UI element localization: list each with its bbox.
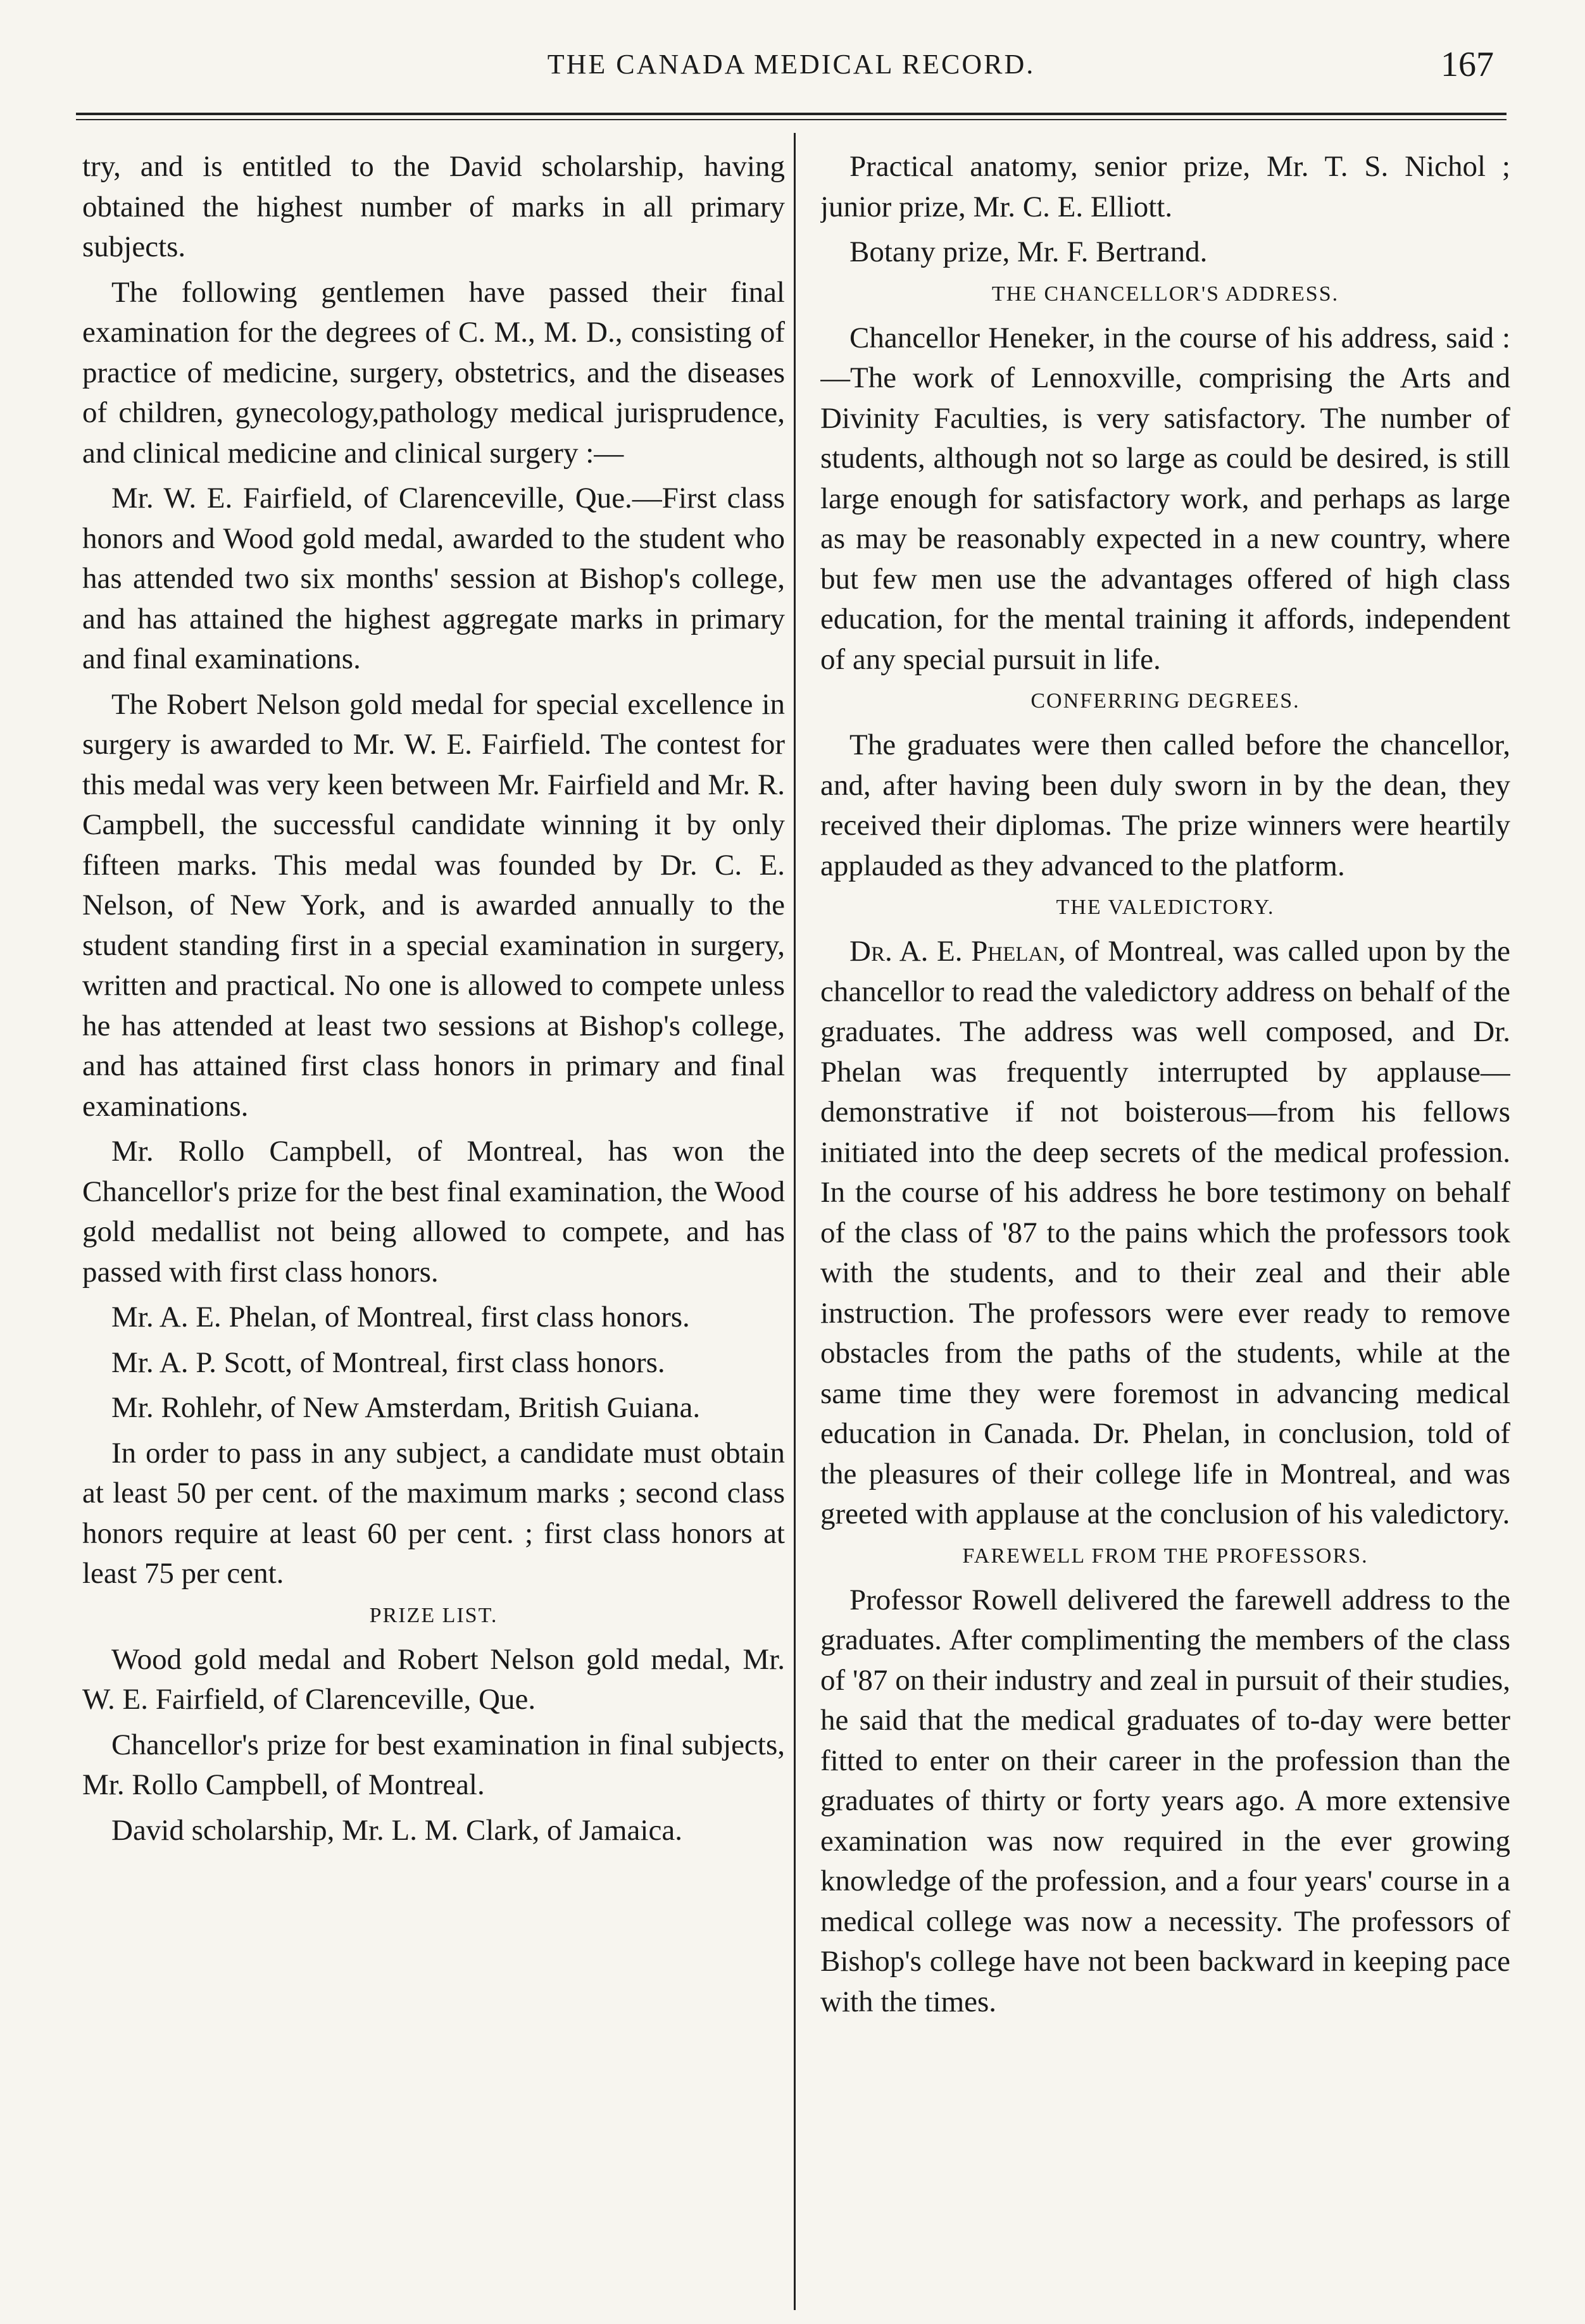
page-header [76, 44, 1507, 95]
paragraph: Mr. A. P. Scott, of Montreal, first class honors. [111, 1346, 665, 1379]
paragraph: In order to pass in any subject, a candidate must obtain at least 50 per cent. of the maximum marks ; second class honors require at least 60 per cent. ; first class honors at least 75 per cent. [82, 1436, 785, 1590]
speaker-name: Dr. A. E. Phelan, [849, 935, 1066, 968]
paragraph: Wood gold medal and Robert Nelson gold medal, Mr. W. E. Fairfield, of Clarenceville, Que. [82, 1642, 785, 1716]
paragraph: Mr. A. E. Phelan, of Montreal, first class honors. [111, 1301, 690, 1334]
paragraph: The following gentlemen have passed their final examination for the degrees of C. M., M. D., consisting of practice of medicine, surgery, obstetrics, and the diseases of children, gynecology,pathology medical jurisprudence, and clinical medicine and clinical surgery :— [82, 275, 785, 470]
paragraph: Botany prize, Mr. F. Bertrand. [849, 235, 1208, 268]
paragraph: The Robert Nelson gold medal for special excellence in surgery is awarded to Mr. W. E. Fairfield. The contest for this medal was very keen between Mr. Fairfield and Mr. R. Campbell, the successful candidate winning it by only fifteen marks. This medal was founded by Dr. C. E. Nelson, of New York, and is awarded annually to the student standing first in a special examination in surgery, written and practical. No one is allowed to compete unless he has attended at least two sessions at Bishop's college, and has attained first class honors in primary and final examinations. [82, 687, 785, 1123]
section-heading-prize-list: PRIZE LIST. [369, 1603, 498, 1627]
header-rule-thick [76, 113, 1507, 115]
header-rule-thin [76, 119, 1507, 120]
paragraph-text: of Montreal, was called upon by the chancellor to read the valedictory address on behalf of the graduates. The address was well composed, and Dr. Phelan was frequently interrupted by applause—demonstrative if not boisterous—from his fellows initiated into the deep secrets of the medical profession. In the course of his address he bore testimony on behalf of the class of '87 to the pains which the professors took with the students, and to their zeal and their able instruction. The professors were ever ready to remove obstacles from the paths of the students, while at the same time they were foremost in advancing medical education in Canada. Dr. Phelan, in conclusion, told of the pleasures of their college life in Montreal, and was greeted with applause at the conclusion of his valedictory. [820, 935, 1510, 1530]
paragraph: The graduates were then called before the chancellor, and, after having been duly sworn in by the dean, they received their diplomas. The prize winners were heartily applauded as they advanced to the platform. [820, 728, 1510, 882]
section-heading-farewell: FAREWELL FROM THE PROFESSORS. [962, 1544, 1369, 1568]
section-heading-conferring-degrees: CONFERRING DEGREES. [1031, 689, 1300, 713]
paragraph: Practical anatomy, senior prize, Mr. T. S. Nichol ; junior prize, Mr. C. E. Elliott. [820, 150, 1510, 223]
paragraph: Mr. W. E. Fairfield, of Clarenceville, Que.—First class honors and Wood gold medal, awarded to the student who has attended two six months' session at Bishop's college, and has attained the highest aggregate marks in primary and final examinations. [82, 482, 785, 675]
paragraph: Chancellor's prize for best examination in final subjects, Mr. Rollo Campbell, of Montreal. [82, 1728, 785, 1801]
page-number: 167 [1441, 45, 1494, 84]
paragraph: David scholarship, Mr. L. M. Clark, of Jamaica. [111, 1813, 682, 1847]
paragraph: Chancellor Heneker, in the course of his address, said :—The work of Lennoxville, comprising the Arts and Divinity Faculties, is very satisfactory. The number of students, although not so large as could be desired, is still large enough for satisfactory work, and perhaps as large as may be reasonably expected in a new country, where but few men use the advantages offered of high class education, for the mental training it affords, independent of any special pursuit in life. [820, 321, 1510, 676]
journal-title: THE CANADA MEDICAL RECORD. [547, 49, 1036, 80]
section-heading-valedictory: THE VALEDICTORY. [1056, 896, 1275, 919]
paragraph: Mr. Rollo Campbell, of Montreal, has won the Chancellor's prize for the best final examination, the Wood gold medallist not being allowed to compete, and has passed with first class honors. [82, 1135, 785, 1289]
right-column [820, 147, 1510, 2311]
paragraph: Mr. Rohlehr, of New Amsterdam, British Guiana. [111, 1391, 701, 1424]
paragraph: Professor Rowell delivered the farewell address to the graduates. After complimenting the members of the class of '87 on their industry and zeal in pursuit of their studies, he said that the medical graduates of to-day were better fitted to enter on their career in the profession than the graduates of thirty or forty years ago. A more extensive examination was now required in the ever growing knowledge of the profession, and a four years' course in a medical college was now a necessity. The professors of Bishop's college have not been backward in keeping pace with the times. [820, 1583, 1510, 2018]
paragraph [820, 932, 1510, 1535]
paragraph: try, and is entitled to the David scholarship, having obtained the highest number of marks in all primary subjects. [82, 150, 785, 263]
column-divider [794, 133, 796, 2310]
left-column [82, 147, 785, 2311]
section-heading-chancellor-address: THE CHANCELLOR'S ADDRESS. [991, 282, 1339, 306]
